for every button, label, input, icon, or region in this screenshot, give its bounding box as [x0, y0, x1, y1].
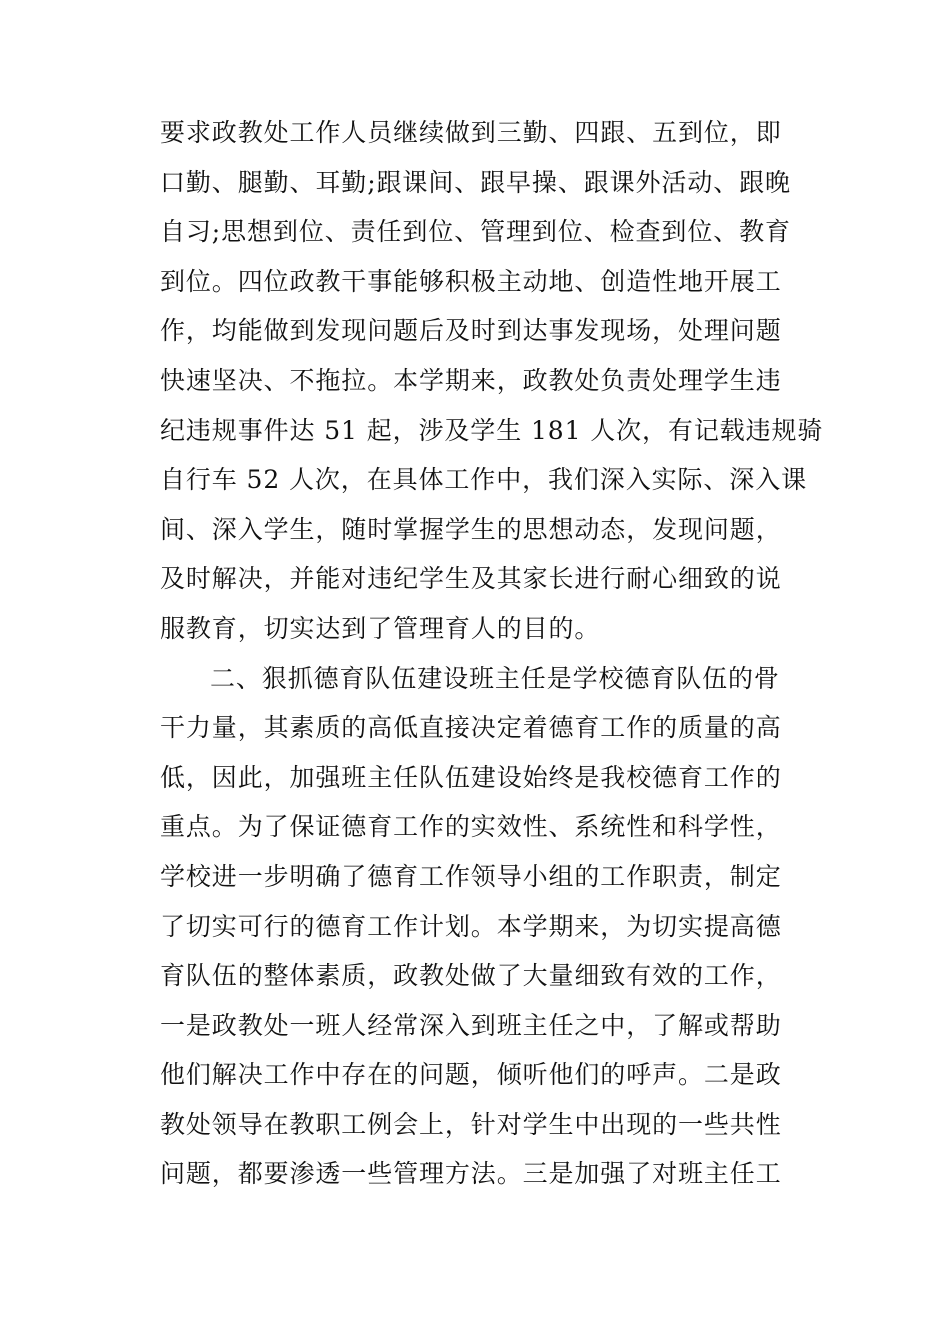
text-line: 服教育，切实达到了管理育人的目的。 [160, 613, 601, 643]
text-line: 作，均能做到发现问题后及时到达事发现场，处理问题 [160, 316, 782, 346]
text-line: 及时解决，并能对违纪学生及其家长进行耐心细致的说 [160, 564, 782, 594]
text-line: 教处领导在教职工例会上，针对学生中出现的一些共性 [160, 1109, 782, 1139]
text-line: 重点。为了保证德育工作的实效性、系统性和科学性， [160, 812, 782, 842]
body-text [160, 108, 824, 1199]
text-line: 一是政教处一班人经常深入到班主任之中，了解或帮助 [160, 1010, 782, 1040]
text-line: 间、深入学生，随时掌握学生的思想动态，发现问题， [160, 514, 782, 544]
paragraph-start-line: 二、狠抓德育队伍建设班主任是学校德育队伍的骨 [210, 663, 780, 693]
text-line: 要求政教处工作人员继续做到三勤、四跟、五到位，即 [160, 118, 782, 147]
text-line: 了切实可行的德育工作计划。本学期来，为切实提高德 [160, 911, 782, 941]
text-line: 育队伍的整体素质，政教处做了大量细致有效的工作， [160, 961, 782, 991]
text-line: 快速坚决、不拖拉。本学期来，政教处负责处理学生违 [160, 365, 782, 395]
text-line: 口勤、腿勤、耳勤;跟课间、跟早操、跟课外活动、跟晚 [160, 167, 791, 197]
text-line: 到位。四位政教干事能够积极主动地、创造性地开展工 [160, 266, 782, 296]
text-line: 他们解决工作中存在的问题，倾听他们的呼声。二是政 [160, 1060, 782, 1090]
text-line: 问题，都要渗透一些管理方法。三是加强了对班主任工 [160, 1159, 782, 1189]
text-line: 低，因此，加强班主任队伍建设始终是我校德育工作的 [160, 762, 782, 792]
text-line: 自习;思想到位、责任到位、管理到位、检查到位、教育 [160, 217, 791, 247]
text-line: 纪违规事件达 51 起，涉及学生 181 人次，有记载违规骑 [160, 415, 824, 445]
text-line: 干力量，其素质的高低直接决定着德育工作的质量的高 [160, 713, 782, 743]
text-line: 自行车 52 人次，在具体工作中，我们深入实际、深入课 [160, 465, 808, 495]
text-line: 学校进一步明确了德育工作领导小组的工作职责，制定 [160, 861, 782, 891]
